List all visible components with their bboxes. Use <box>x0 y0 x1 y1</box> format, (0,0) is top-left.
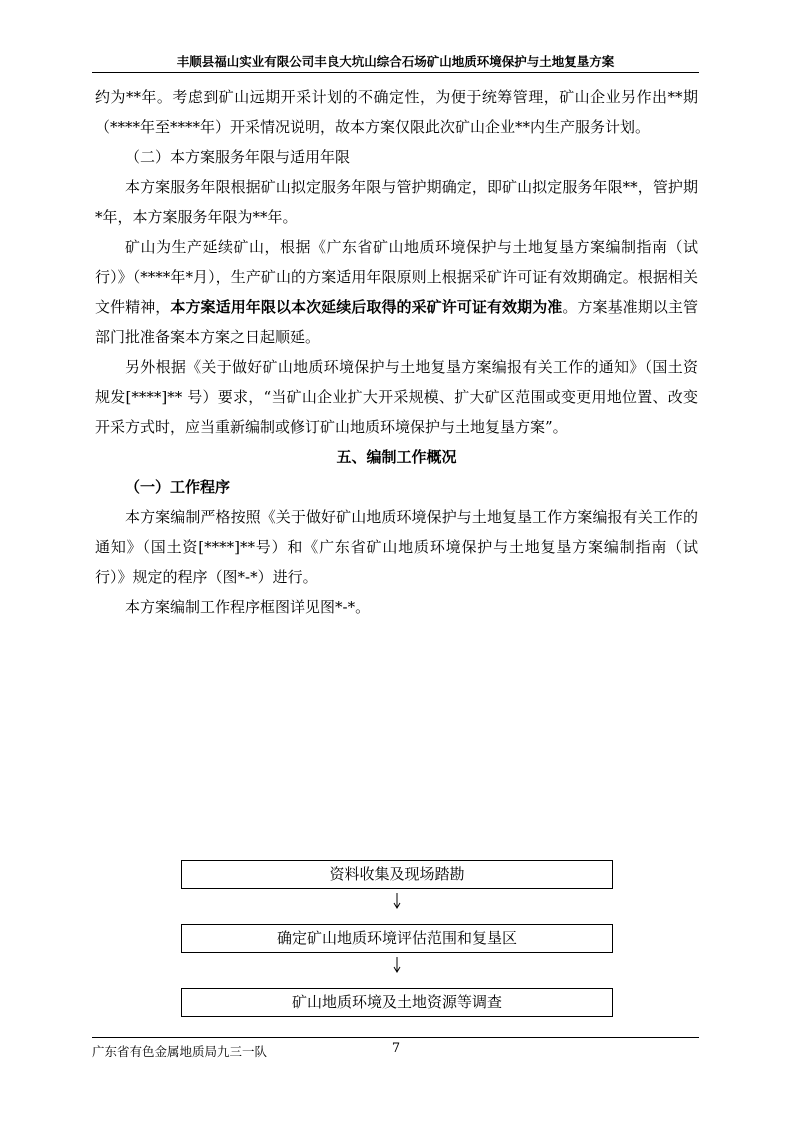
subheading-service-period: （二）本方案服务年限与适用年限 <box>125 148 351 166</box>
page-number: 7 <box>391 1041 401 1056</box>
paragraph-continuation: 约为**年。考虑到矿山远期开采计划的不确定性，为便于统筹管理，矿山企业另作出**期（****年至****年）开采情况说明，故本方案仅限此次矿山企业**内生产服务计划。 <box>95 88 698 136</box>
applicable-period-text-a: 矿山为生产延续矿山，根据《广东省矿山地质环境保护与土地复垦方案编制指南（试行）》（****年*月），生产矿山的方案适用年限原则上根据采矿许可证有效期确定。根据相关文件精神， <box>95 238 698 316</box>
header-rule <box>92 72 699 73</box>
paragraph-service-period: 本方案服务年限根据矿山拟定服务年限与管护期确定，即矿山拟定服务年限**，管护期*年，本方案服务年限为**年。 <box>95 178 698 226</box>
paragraph-flowchart-reference: 本方案编制工作程序框图详见图*-*。 <box>125 598 371 616</box>
applicable-period-text-b: 。方案基准期以主管部门批准备案本方案之日起顺延。 <box>95 298 698 346</box>
down-arrow-icon <box>391 957 403 973</box>
down-arrow-icon <box>391 893 403 909</box>
applicable-period-emphasis: 本方案适用年限以本次延续后取得的采矿许可证有效期为准 <box>170 298 563 316</box>
section-title-compilation: 五、编制工作概况 <box>336 448 457 466</box>
flowchart-step-3: 矿山地质环境及土地资源等调查 <box>181 988 613 1017</box>
footer-organization: 广东省有色金属地质局九三一队 <box>92 1044 268 1059</box>
footer-rule <box>92 1037 699 1038</box>
paragraph-applicable-period <box>95 232 698 352</box>
document-body <box>95 82 698 622</box>
subsection-title-procedure: （一）工作程序 <box>125 478 231 496</box>
flowchart-step-1: 资料收集及现场踏勘 <box>181 860 613 889</box>
paragraph-notice-requirement: 另外根据《关于做好矿山地质环境保护与土地复垦方案编报有关工作的通知》（国土资规发[****]** 号）要求，“当矿山企业扩大开采规模、扩大矿区范围或变更用地位置、改变开采方式时，应当重新编制或修订矿山地质环境保护与土地复垦方案”。 <box>95 358 698 436</box>
page-header: 丰顺县福山实业有限公司丰良大坑山综合石场矿山地质环境保护与土地复垦方案 <box>176 54 615 69</box>
flowchart-step-2: 确定矿山地质环境评估范围和复垦区 <box>181 924 613 953</box>
paragraph-procedure: 本方案编制严格按照《关于做好矿山地质环境保护与土地复垦工作方案编报有关工作的通知》（国土资[****]**号）和《广东省矿山地质环境保护与土地复垦方案编制指南（试行）》规定的程序（图*-*）进行。 <box>95 508 698 586</box>
